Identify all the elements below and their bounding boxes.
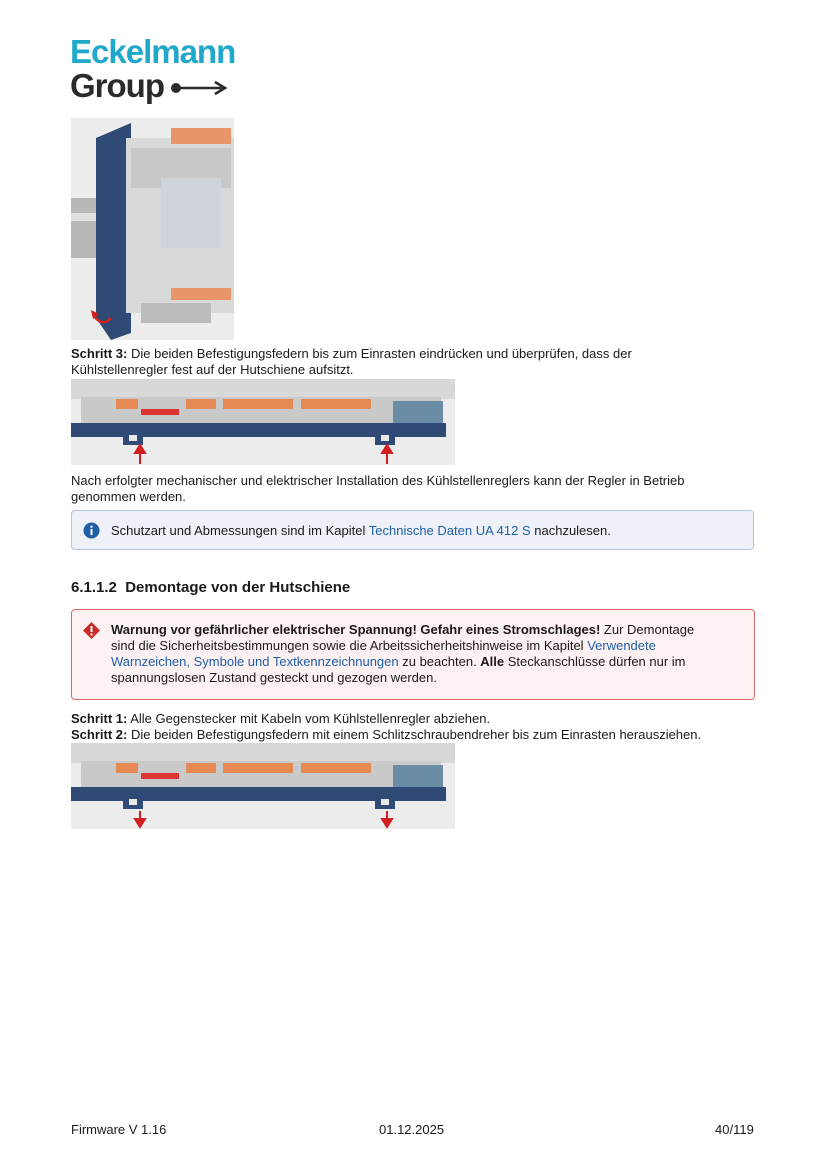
demontage-steps — [71, 711, 701, 743]
warning-line2: sind die Sicherheitsbestimmungen sowie die Arbeitssicherheitshinweise im Kapitel — [111, 638, 588, 653]
step1-text: Alle Gegenstecker mit Kabeln vom Kühlstellenregler abziehen. — [127, 711, 491, 726]
warning-bold2: Alle — [480, 654, 505, 669]
after-install-line2: genommen werden. — [71, 489, 186, 504]
info-link[interactable]: Technische Daten UA 412 S — [368, 523, 531, 538]
warning-line3-end: Steckanschlüsse dürfen nur im — [504, 654, 686, 669]
info-text-after: nachzulesen. — [530, 523, 611, 538]
controller-front-photo-down — [71, 743, 455, 829]
step3-label: Schritt 3: — [71, 346, 128, 361]
warning-link-1[interactable]: Verwendete — [587, 638, 656, 653]
after-install-paragraph — [71, 473, 685, 505]
step2-text: Die beiden Befestigungsfedern mit einem Schlitzschraubendreher bis zum Einrasten herausziehen. — [127, 727, 702, 742]
warning-text — [111, 622, 746, 686]
info-text-before: Schutzart und Abmessungen sind im Kapitel — [111, 523, 369, 538]
warning-line4: spannungslosen Zustand gesteckt und gezogen werden. — [111, 670, 437, 685]
logo-group: Group — [70, 67, 164, 104]
warning-icon — [82, 621, 101, 640]
warning-bold: Warnung vor gefährlicher elektrischer Spannung! Gefahr eines Stromschlages! — [111, 622, 601, 637]
step3-text-1: Die beiden Befestigungsfedern bis zum Einrasten eindrücken und überprüfen, dass der — [130, 346, 632, 361]
step3-paragraph — [71, 346, 632, 378]
info-text — [111, 523, 611, 539]
step2-label: Schritt 2: — [71, 727, 128, 742]
step3-text-2: Kühlstellenregler fest auf der Hutschiene aufsitzt. — [71, 362, 354, 377]
warning-line3-rest: zu beachten. — [398, 654, 481, 669]
footer-page: 40/119 — [715, 1122, 754, 1137]
footer-date: 01.12.2025 — [379, 1122, 445, 1137]
section-heading — [71, 579, 350, 596]
logo-arrow-icon — [170, 78, 230, 98]
step1-label: Schritt 1: — [71, 711, 128, 726]
controller-side-photo — [71, 118, 234, 340]
after-install-line1: Nach erfolgter mechanischer und elektrischer Installation des Kühlstellenreglers kann der Regler in Betrieb — [71, 473, 685, 488]
warning-link-2[interactable]: Warnzeichen, Symbole und Textkennzeichnungen — [111, 654, 399, 669]
info-icon — [83, 522, 100, 539]
controller-front-photo-up — [71, 379, 455, 465]
warning-line1-rest: Zur Demontage — [600, 622, 695, 637]
section-number: 6.1.1.2 — [71, 579, 117, 596]
logo-eckelmann: Eckelmann — [70, 33, 236, 70]
footer-firmware: Firmware V 1.16 — [71, 1122, 167, 1137]
section-title: Demontage von der Hutschiene — [125, 579, 351, 596]
